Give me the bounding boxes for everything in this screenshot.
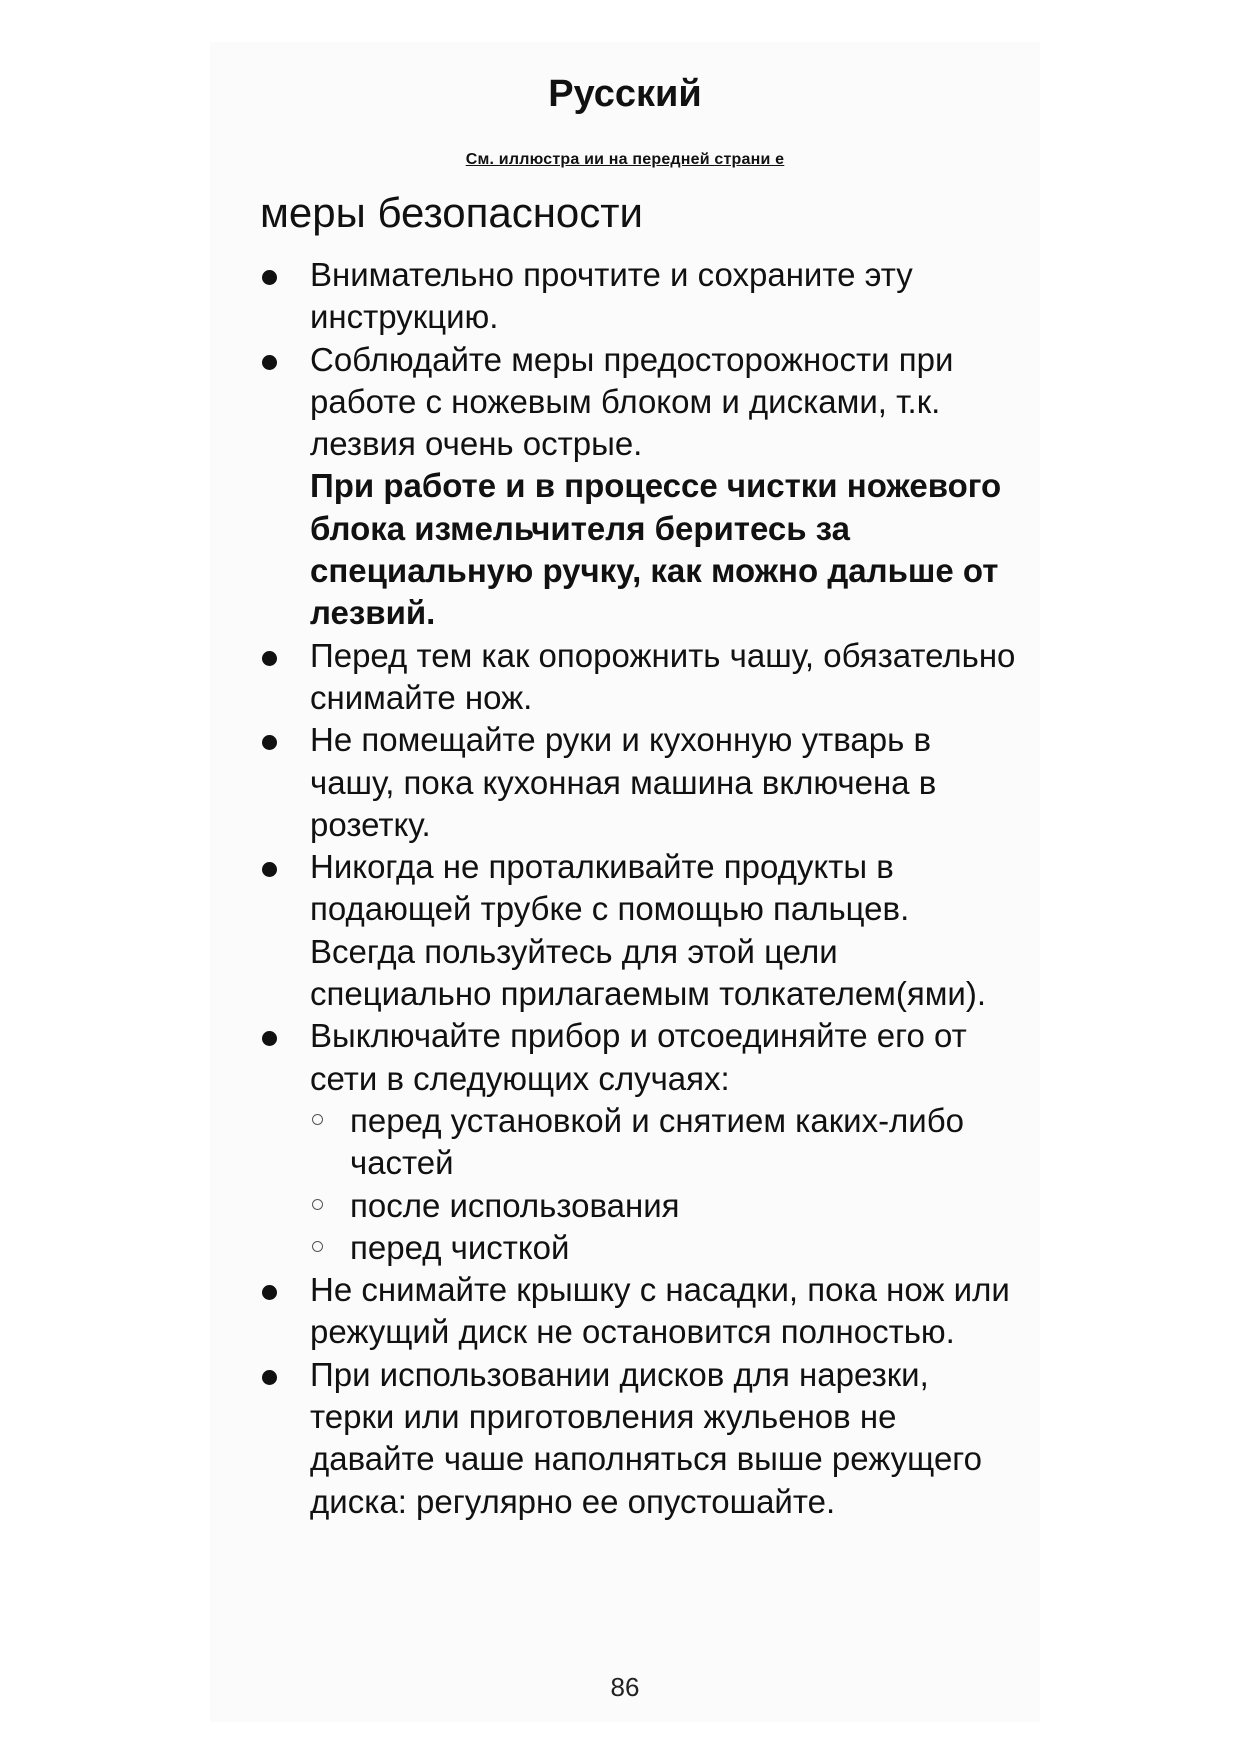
illustration-note: См. иллюстра ии на передней страни е — [465, 151, 785, 168]
list-item-text: Перед тем как опорожнить чашу, обязательно снимайте нож. — [310, 636, 1016, 716]
list-item — [260, 339, 1020, 635]
language-heading: Русский — [548, 73, 702, 115]
sub-list-item-text: перед установкой и снятием каких-либо частей — [350, 1101, 964, 1182]
manual-page — [210, 42, 1040, 1722]
section-title: меры безопасности — [260, 189, 643, 236]
safety-list — [260, 254, 1020, 1523]
bullet-icon — [262, 355, 277, 370]
sub-list-item — [310, 1185, 1020, 1227]
circle-bullet-icon — [312, 1241, 323, 1252]
list-item — [260, 1269, 1020, 1354]
bullet-icon — [262, 1370, 277, 1385]
bullet-icon — [262, 735, 277, 750]
list-item-text: Не снимайте крышку с насадки, пока нож или режущий диск не остановится полностью. — [310, 1271, 1010, 1351]
bullet-icon — [262, 1285, 277, 1300]
list-item-text: Соблюдайте меры предосторожности при работе с ножевым блоком и дисками, т.к. лезвия очень острые. — [310, 340, 954, 463]
bullet-icon — [262, 270, 277, 285]
sub-list — [310, 1100, 1020, 1269]
list-item-text: Не помещайте руки и кухонную утварь в чашу, пока кухонная машина включена в розетку. — [310, 721, 937, 843]
circle-bullet-icon — [312, 1114, 323, 1125]
list-item-text: При использовании дисков для нарезки, терки или приготовления жульенов не давайте чаше наполняться выше режущего диска: регулярно ее опустошайте. — [310, 1355, 982, 1520]
list-item-text: Внимательно прочтите и сохраните эту инструкцию. — [310, 256, 913, 336]
list-item-warning: При работе и в процессе чистки ножевого блока измельчителя беритесь за специальную ручку, как можно дальше от лезвий. — [310, 467, 1002, 632]
sub-list-item — [310, 1227, 1020, 1269]
circle-bullet-icon — [312, 1199, 323, 1210]
list-item — [260, 254, 1020, 339]
list-item — [260, 719, 1020, 846]
sub-list-item-text: перед чисткой — [350, 1228, 570, 1266]
list-item-text: Никогда не проталкивайте продукты в подающей трубке с помощью пальцев. Всегда пользуйтесь для этой цели специально прилагаемым толкателем(ями). — [310, 848, 987, 1013]
list-item — [260, 846, 1020, 1015]
list-item-text: Выключайте прибор и отсоединяйте его от сети в следующих случаях: — [310, 1017, 967, 1097]
list-item — [260, 1354, 1020, 1523]
bullet-icon — [262, 1031, 277, 1046]
bullet-icon — [262, 651, 277, 666]
bullet-icon — [262, 862, 277, 877]
sub-list-item-text: после использования — [350, 1186, 680, 1224]
page-number: 86 — [610, 1672, 640, 1702]
list-item — [260, 1015, 1020, 1269]
sub-list-item — [310, 1100, 1020, 1185]
list-item — [260, 635, 1020, 720]
